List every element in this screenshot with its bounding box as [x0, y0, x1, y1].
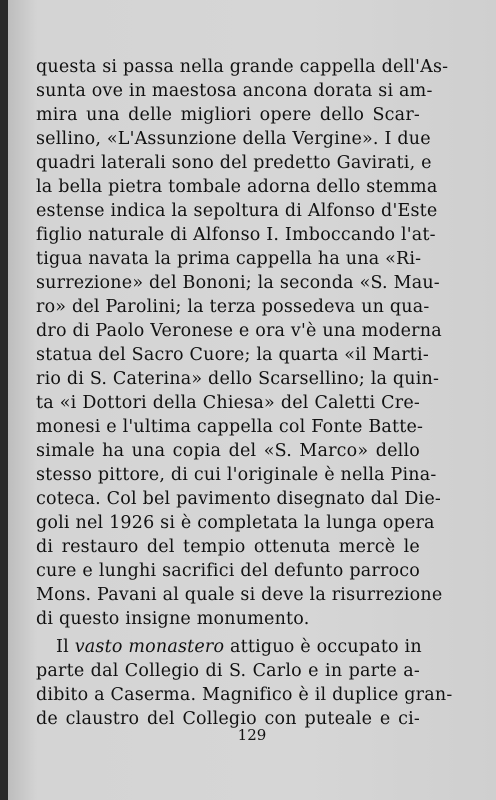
text-line: parte dal Collegio di S. Carlo e in parte a- — [36, 661, 420, 681]
text-line: coteca. Col bel pavimento disegnato dal Die- — [36, 489, 442, 509]
text-line: stesso pittore, di cui l'originale è nella Pina- — [36, 465, 437, 485]
text-line: de claustro del Collegio con puteale e ci- — [36, 709, 420, 729]
paragraph-start-line — [56, 635, 420, 659]
text-line: sunta ove in maestosa ancona dorata si am- — [36, 81, 433, 101]
text-line: figlio naturale di Alfonso I. Imboccando l'at- — [36, 225, 436, 245]
text-line: di questo insigne monumento. — [36, 609, 310, 629]
text-line: estense indica la sepoltura di Alfonso d'Este — [36, 201, 438, 221]
text-line: simale ha una copia del «S. Marco» dello — [36, 441, 420, 461]
text-line: dibito a Caserma. Magnifico è il duplice gran- — [36, 685, 453, 705]
text-line: mira una delle migliori opere dello Scar- — [36, 105, 420, 125]
text-line: dro di Paolo Veronese e ora v'è una moderna — [36, 321, 442, 341]
text-run: Il — [56, 637, 75, 657]
text-line: di restauro del tempio ottenuta mercè le — [36, 537, 420, 557]
text-line: goli nel 1926 si è completata la lunga opera — [36, 513, 435, 533]
text-line: Mons. Pavani al quale si deve la risurrezione — [36, 585, 443, 605]
text-run: attiguo è occupato in — [224, 637, 422, 657]
text-line: ta «i Dottori della Chiesa» del Caletti Cre- — [36, 393, 420, 413]
italic-text-run: vasto monastero — [74, 637, 225, 657]
text-line: statua del Sacro Cuore; la quarta «il Marti- — [36, 345, 429, 365]
text-line: la bella pietra tombale adorna dello stemma — [36, 177, 438, 197]
text-line: sellino, «L'Assunzione della Vergine». I due — [36, 129, 431, 149]
text-line: cure e lunghi sacrifici del defunto parroco — [36, 561, 420, 581]
text-line: ro» del Parolini; la terza possedeva un qua- — [36, 297, 430, 317]
page-number: 129 — [237, 726, 267, 744]
text-line: surrezione» del Bononi; la seconda «S. Mau- — [36, 273, 440, 293]
text-line: monesi e l'ultima cappella col Fonte Batte- — [36, 417, 424, 437]
text-line: questa si passa nella grande cappella dell'As- — [36, 57, 449, 77]
text-line: quadri laterali sono del predetto Gavirati, e — [36, 153, 432, 173]
text-line: rio di S. Caterina» dello Scarsellino; la quin- — [36, 369, 440, 389]
text-line: tigua navata la prima cappella ha una «Ri- — [36, 249, 422, 269]
book-page — [8, 0, 496, 800]
